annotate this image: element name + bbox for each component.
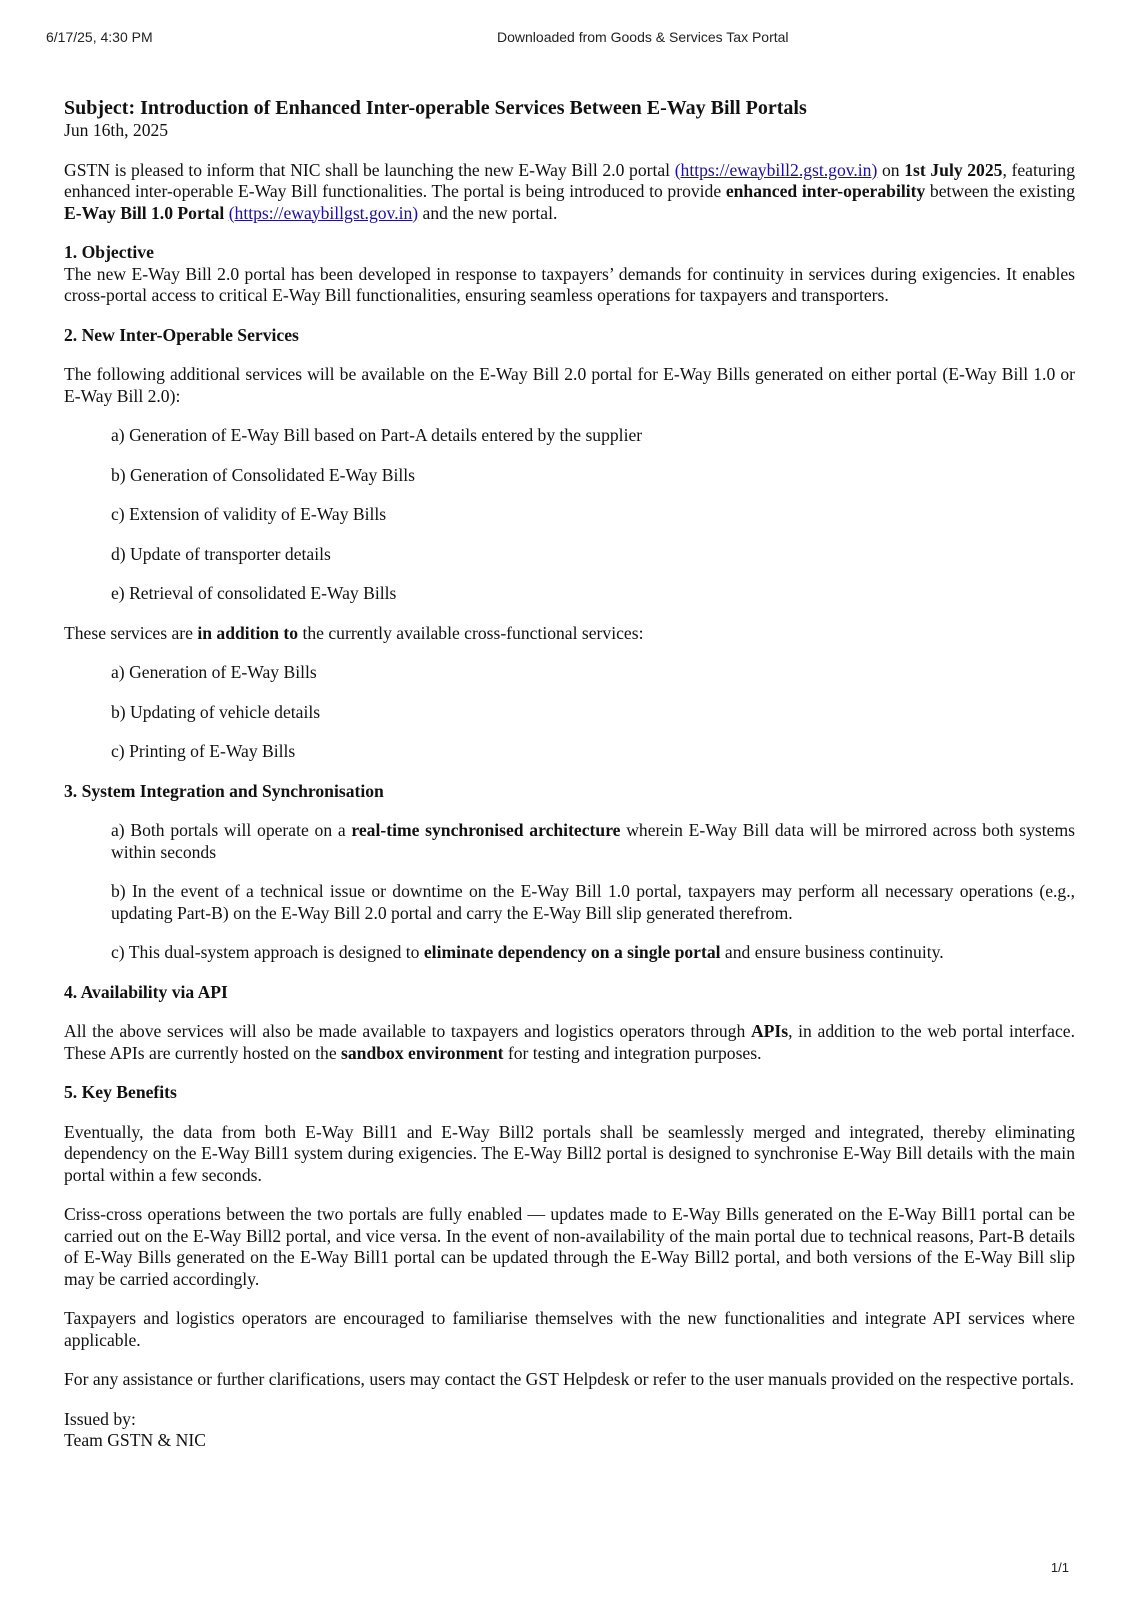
section-heading-benefits: 5. Key Benefits (64, 1082, 177, 1102)
list-item: c) Printing of E-Way Bills (111, 741, 296, 761)
subject-heading: Subject: Introduction of Enhanced Inter-operable Services Between E-Way Bill Portals (64, 97, 807, 119)
services-intro: The following additional services will be available on the E-Way Bill 2.0 portal for E-Way Bills generated on either portal (E-Way Bill 1.0 or E-Way Bill 2.0): (64, 364, 1075, 406)
list-item: d) Update of transporter details (111, 543, 331, 564)
list-item: a) Generation of E-Way Bills (111, 662, 317, 682)
section-heading-integration: 3. System Integration and Synchronisation (64, 780, 384, 801)
ewaybill1-link[interactable]: (https://ewaybillgst.gov.in) (228, 202, 419, 223)
section-heading-services: 2. New Inter-Operable Services (64, 324, 299, 345)
page-number: 1/1 (1050, 1560, 1069, 1575)
benefits-paragraph: For any assistance or further clarifications, users may contact the GST Helpdesk or refer to the user manuals provided on the respective portals. (64, 1369, 1075, 1389)
objective-text: The new E-Way Bill 2.0 portal has been developed in response to taxpayers’ demands for continuity in services during exigencies. It enables cross-portal access to critical E-Way Bill functionalities, ensuring seamless operations for taxpayers and transporters. (64, 263, 1075, 305)
integration-item-b: b) In the event of a technical issue or downtime on the E-Way Bill 1.0 portal, taxpayers may perform all necessary operations (e.g., updating Part-B) on the E-Way Bill 2.0 portal and carry the E-Way Bill slip generated therefrom. (111, 881, 1075, 923)
integration-item-c: c) This dual-system approach is designed to eliminate dependency on a single portal and ensure business continuity. (111, 942, 944, 962)
list-item: a) Generation of E-Way Bill based on Part-A details entered by the supplier (111, 425, 643, 445)
api-paragraph: All the above services will also be made available to taxpayers and logistics operators through APIs, in addition to the web portal interface. These APIs are currently hosted on the sandbox environment for testing and integration purposes. (64, 1021, 1075, 1063)
section-heading-objective: 1. Objective (64, 242, 154, 262)
integration-item-a: a) Both portals will operate on a real-time synchronised architecture wherein E-Way Bill data will be mirrored across both systems within seconds (111, 820, 1075, 862)
benefits-paragraph: Taxpayers and logistics operators are encouraged to familiarise themselves with the new functionalities and integrate API services where applicable. (64, 1308, 1075, 1350)
list-item: b) Updating of vehicle details (111, 701, 321, 722)
notice-date: Jun 16th, 2025 (64, 120, 169, 140)
print-source: Downloaded from Goods & Services Tax Portal (497, 29, 789, 45)
benefits-paragraph: Criss-cross operations between the two portals are fully enabled — updates made to E-Way Bills generated on the E-Way Bill1 portal can be carried out on the E-Way Bill2 portal, and vice versa. In the event of non-availability of the main portal due to technical reasons, Part-B details of E-Way Bills generated on the E-Way Bill1 portal can be updated through the E-Way Bill2 portal, and both versions of the E-Way Bill slip may be carried accordingly. (64, 1204, 1075, 1289)
print-date: 6/17/25, 4:30 PM (46, 29, 153, 45)
section-heading-api: 4. Availability via API (64, 981, 228, 1002)
issuer-name: Team GSTN & NIC (64, 1430, 206, 1450)
issued-by-label: Issued by: (64, 1408, 136, 1429)
document-body (64, 96, 1075, 1452)
additional-services-intro: These services are in addition to the currently available cross-functional services: (64, 622, 644, 643)
benefits-paragraph: Eventually, the data from both E-Way Bill1 and E-Way Bill2 portals shall be seamlessly merged and integrated, thereby eliminating dependency on the E-Way Bill1 system during exigencies. The E-Way Bill2 portal is designed to synchronise E-Way Bill details with the main portal within a few seconds. (64, 1121, 1075, 1185)
list-item: c) Extension of validity of E-Way Bills (111, 504, 387, 524)
list-item: e) Retrieval of consolidated E-Way Bills (111, 583, 397, 603)
list-item: b) Generation of Consolidated E-Way Bills (111, 464, 415, 485)
intro-paragraph: GSTN is pleased to inform that NIC shall be launching the new E-Way Bill 2.0 portal (https://ewaybill2.gst.gov.in) on 1st July 2025, featuring enhanced inter-operable E-Way Bill functionalities. The portal is being introduced to provide enhanced inter-operability between the existing E-Way Bill 1.0 Portal (https://ewaybillgst.gov.in) and the new portal. (64, 159, 1076, 223)
ewaybill2-link[interactable]: (https://ewaybill2.gst.gov.in) (674, 159, 878, 180)
